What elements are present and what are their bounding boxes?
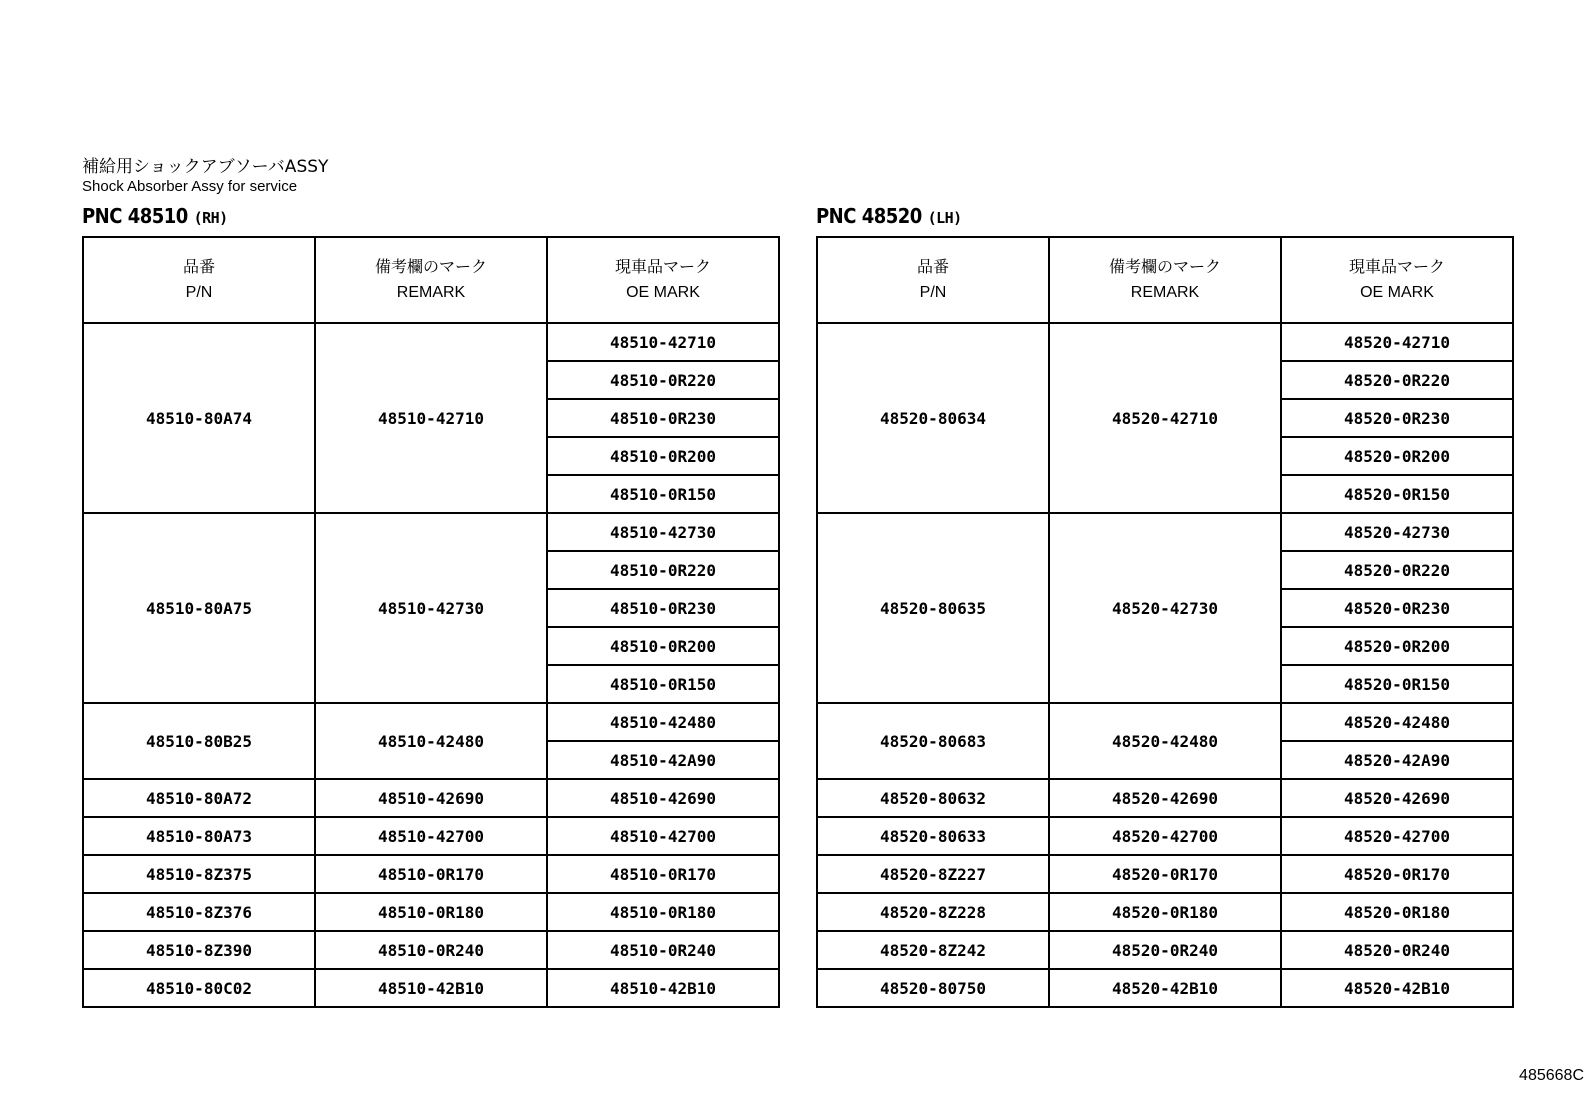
table-row [817, 893, 1513, 931]
cell-part-number: 48510-8Z376 [83, 893, 315, 931]
cell-remark: 48510-0R240 [315, 931, 547, 969]
cell-oe-mark: 48510-0R240 [547, 931, 779, 969]
parts-table-lh [816, 236, 1514, 1008]
header-label-en: REMARK [396, 284, 466, 301]
cell-oe-mark: 48510-0R220 [547, 551, 779, 589]
header-pn [83, 237, 315, 323]
cell-part-number: 48520-80634 [817, 323, 1049, 513]
table-row [817, 855, 1513, 893]
table-row [83, 855, 779, 893]
cell-oe-mark: 48520-42710 [1281, 323, 1513, 361]
table-row [83, 969, 779, 1007]
table-row [817, 703, 1513, 741]
cell-oe-mark: 48510-42B10 [547, 969, 779, 1007]
cell-part-number: 48520-8Z228 [817, 893, 1049, 931]
cell-oe-mark: 48520-0R220 [1281, 551, 1513, 589]
cell-part-number: 48510-80A75 [83, 513, 315, 703]
table-row [817, 817, 1513, 855]
cell-remark: 48520-42730 [1049, 513, 1281, 703]
header-remark [1049, 237, 1281, 323]
header-label-en: P/N [919, 284, 947, 301]
cell-remark: 48520-42710 [1049, 323, 1281, 513]
cell-part-number: 48520-80683 [817, 703, 1049, 779]
cell-oe-mark: 48510-0R150 [547, 475, 779, 513]
cell-part-number: 48510-80A74 [83, 323, 315, 513]
cell-remark: 48510-0R170 [315, 855, 547, 893]
header-label-jp: 備考欄のマーク [1108, 257, 1221, 276]
pnc-number: PNC 48520 [816, 204, 922, 228]
cell-oe-mark: 48520-0R170 [1281, 855, 1513, 893]
cell-oe-mark: 48520-42A90 [1281, 741, 1513, 779]
header-label-en: REMARK [1130, 284, 1200, 301]
table-header-row [817, 237, 1513, 323]
cell-oe-mark: 48510-42A90 [547, 741, 779, 779]
cell-oe-mark: 48520-0R150 [1281, 475, 1513, 513]
table-row [83, 817, 779, 855]
table-row [83, 779, 779, 817]
header-label-jp: 現車品マーク [1348, 257, 1445, 276]
header-label-en: OE MARK [626, 284, 700, 301]
cell-part-number: 48510-8Z390 [83, 931, 315, 969]
header-label-en: OE MARK [1360, 284, 1434, 301]
table-row [83, 893, 779, 931]
pnc-number: PNC 48510 [82, 204, 188, 228]
cell-part-number: 48520-80750 [817, 969, 1049, 1007]
page-title-jp: 補給用ショックアブソーバASSY [82, 157, 329, 177]
cell-remark: 48520-42480 [1049, 703, 1281, 779]
cell-remark: 48520-42690 [1049, 779, 1281, 817]
cell-oe-mark: 48520-0R180 [1281, 893, 1513, 931]
cell-oe-mark: 48510-0R200 [547, 437, 779, 475]
cell-oe-mark: 48520-42700 [1281, 817, 1513, 855]
cell-oe-mark: 48520-0R150 [1281, 665, 1513, 703]
cell-oe-mark: 48510-42480 [547, 703, 779, 741]
header-label-jp: 品番 [182, 257, 215, 276]
header-pn [817, 237, 1049, 323]
cell-oe-mark: 48520-0R230 [1281, 589, 1513, 627]
header-label-jp: 備考欄のマーク [374, 257, 487, 276]
cell-part-number: 48520-80633 [817, 817, 1049, 855]
cell-oe-mark: 48520-0R200 [1281, 627, 1513, 665]
header-oe-mark [1281, 237, 1513, 323]
cell-oe-mark: 48520-42480 [1281, 703, 1513, 741]
cell-part-number: 48510-80C02 [83, 969, 315, 1007]
cell-oe-mark: 48520-0R220 [1281, 361, 1513, 399]
cell-oe-mark: 48520-0R240 [1281, 931, 1513, 969]
table-row [817, 513, 1513, 551]
table-row [817, 931, 1513, 969]
cell-remark: 48520-42700 [1049, 817, 1281, 855]
cell-part-number: 48510-80A73 [83, 817, 315, 855]
pnc-heading-lh [816, 204, 962, 228]
cell-oe-mark: 48510-0R230 [547, 399, 779, 437]
cell-remark: 48510-42710 [315, 323, 547, 513]
table-row [817, 323, 1513, 361]
header-oe-mark [547, 237, 779, 323]
page-title-en: Shock Absorber Assy for service [82, 178, 298, 195]
cell-oe-mark: 48510-42730 [547, 513, 779, 551]
cell-oe-mark: 48520-42690 [1281, 779, 1513, 817]
cell-oe-mark: 48520-0R200 [1281, 437, 1513, 475]
cell-oe-mark: 48510-42690 [547, 779, 779, 817]
cell-part-number: 48520-80635 [817, 513, 1049, 703]
cell-remark: 48510-42690 [315, 779, 547, 817]
cell-oe-mark: 48510-0R200 [547, 627, 779, 665]
cell-remark: 48510-0R180 [315, 893, 547, 931]
cell-remark: 48510-42480 [315, 703, 547, 779]
cell-remark: 48520-42B10 [1049, 969, 1281, 1007]
pnc-side: (RH) [193, 209, 228, 227]
header-label-en: P/N [185, 284, 213, 301]
cell-oe-mark: 48510-0R230 [547, 589, 779, 627]
document-code: 485668C [1519, 1067, 1584, 1084]
pnc-heading-rh [82, 204, 228, 228]
cell-remark: 48510-42700 [315, 817, 547, 855]
cell-part-number: 48510-80A72 [83, 779, 315, 817]
cell-oe-mark: 48510-42700 [547, 817, 779, 855]
cell-oe-mark: 48510-0R180 [547, 893, 779, 931]
table-row [83, 931, 779, 969]
cell-oe-mark: 48510-0R150 [547, 665, 779, 703]
cell-part-number: 48510-8Z375 [83, 855, 315, 893]
parts-table-rh [82, 236, 780, 1008]
header-label-jp: 品番 [916, 257, 949, 276]
cell-oe-mark: 48510-42710 [547, 323, 779, 361]
table-header-row [83, 237, 779, 323]
table-row [83, 323, 779, 361]
table-row [817, 779, 1513, 817]
header-remark [315, 237, 547, 323]
cell-part-number: 48520-8Z242 [817, 931, 1049, 969]
cell-part-number: 48510-80B25 [83, 703, 315, 779]
cell-remark: 48520-0R180 [1049, 893, 1281, 931]
table-row [83, 513, 779, 551]
table-row [83, 703, 779, 741]
table-row [817, 969, 1513, 1007]
cell-oe-mark: 48510-0R220 [547, 361, 779, 399]
cell-remark: 48510-42B10 [315, 969, 547, 1007]
pnc-side: (LH) [927, 209, 962, 227]
cell-remark: 48520-0R240 [1049, 931, 1281, 969]
cell-oe-mark: 48510-0R170 [547, 855, 779, 893]
cell-oe-mark: 48520-42B10 [1281, 969, 1513, 1007]
cell-remark: 48520-0R170 [1049, 855, 1281, 893]
cell-oe-mark: 48520-42730 [1281, 513, 1513, 551]
cell-oe-mark: 48520-0R230 [1281, 399, 1513, 437]
cell-part-number: 48520-8Z227 [817, 855, 1049, 893]
cell-remark: 48510-42730 [315, 513, 547, 703]
header-label-jp: 現車品マーク [614, 257, 711, 276]
cell-part-number: 48520-80632 [817, 779, 1049, 817]
